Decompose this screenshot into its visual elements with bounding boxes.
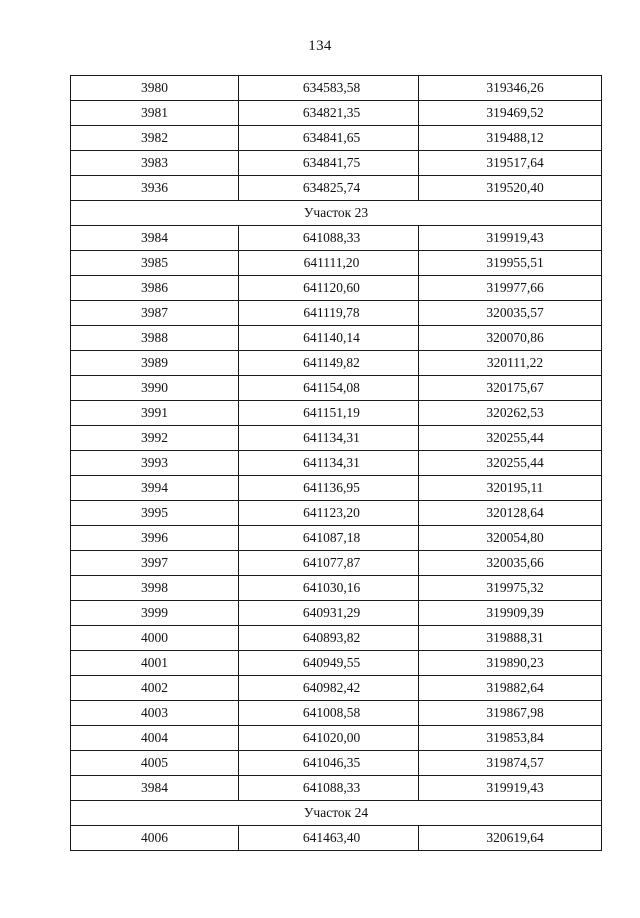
point-number-cell: 3993 (71, 451, 239, 476)
y-coordinate-cell: 320255,44 (419, 426, 602, 451)
y-coordinate-cell: 320262,53 (419, 401, 602, 426)
table-row (71, 826, 602, 851)
point-number-cell: 3985 (71, 251, 239, 276)
y-coordinate-cell: 320195,11 (419, 476, 602, 501)
y-coordinate-cell: 319975,32 (419, 576, 602, 601)
coordinates-table (70, 75, 602, 851)
point-number-cell: 3994 (71, 476, 239, 501)
y-coordinate-cell: 320175,67 (419, 376, 602, 401)
table-row (71, 526, 602, 551)
table-row (71, 776, 602, 801)
point-number-cell: 4002 (71, 676, 239, 701)
point-number-cell: 4006 (71, 826, 239, 851)
table-row (71, 626, 602, 651)
table-row (71, 551, 602, 576)
y-coordinate-cell: 319867,98 (419, 701, 602, 726)
y-coordinate-cell: 320619,64 (419, 826, 602, 851)
table-row (71, 251, 602, 276)
table-row (71, 176, 602, 201)
table-row (71, 226, 602, 251)
x-coordinate-cell: 641111,20 (239, 251, 419, 276)
table-row (71, 101, 602, 126)
table-row (71, 376, 602, 401)
x-coordinate-cell: 641046,35 (239, 751, 419, 776)
point-number-cell: 3997 (71, 551, 239, 576)
x-coordinate-cell: 641136,95 (239, 476, 419, 501)
y-coordinate-cell: 319955,51 (419, 251, 602, 276)
point-number-cell: 3996 (71, 526, 239, 551)
x-coordinate-cell: 641088,33 (239, 226, 419, 251)
x-coordinate-cell: 641123,20 (239, 501, 419, 526)
x-coordinate-cell: 641134,31 (239, 451, 419, 476)
x-coordinate-cell: 640893,82 (239, 626, 419, 651)
y-coordinate-cell: 319882,64 (419, 676, 602, 701)
y-coordinate-cell: 319520,40 (419, 176, 602, 201)
y-coordinate-cell: 319919,43 (419, 776, 602, 801)
table-row (71, 651, 602, 676)
y-coordinate-cell: 319488,12 (419, 126, 602, 151)
x-coordinate-cell: 641120,60 (239, 276, 419, 301)
table-row (71, 751, 602, 776)
point-number-cell: 3980 (71, 76, 239, 101)
x-coordinate-cell: 641151,19 (239, 401, 419, 426)
section-header-row (71, 201, 602, 226)
y-coordinate-cell: 319853,84 (419, 726, 602, 751)
x-coordinate-cell: 641463,40 (239, 826, 419, 851)
point-number-cell: 3999 (71, 601, 239, 626)
table-row (71, 276, 602, 301)
point-number-cell: 3983 (71, 151, 239, 176)
x-coordinate-cell: 641088,33 (239, 776, 419, 801)
point-number-cell: 4003 (71, 701, 239, 726)
table-row (71, 501, 602, 526)
section-header-row (71, 801, 602, 826)
x-coordinate-cell: 641134,31 (239, 426, 419, 451)
x-coordinate-cell: 641149,82 (239, 351, 419, 376)
x-coordinate-cell: 634841,75 (239, 151, 419, 176)
y-coordinate-cell: 320070,86 (419, 326, 602, 351)
table-row (71, 576, 602, 601)
y-coordinate-cell: 319346,26 (419, 76, 602, 101)
y-coordinate-cell: 320128,64 (419, 501, 602, 526)
point-number-cell: 3987 (71, 301, 239, 326)
page-number: 134 (308, 38, 332, 54)
point-number-cell: 3990 (71, 376, 239, 401)
x-coordinate-cell: 634825,74 (239, 176, 419, 201)
x-coordinate-cell: 640931,29 (239, 601, 419, 626)
table-row (71, 151, 602, 176)
x-coordinate-cell: 641140,14 (239, 326, 419, 351)
point-number-cell: 3995 (71, 501, 239, 526)
point-number-cell: 3998 (71, 576, 239, 601)
table-row (71, 351, 602, 376)
point-number-cell: 4001 (71, 651, 239, 676)
y-coordinate-cell: 319890,23 (419, 651, 602, 676)
x-coordinate-cell: 641008,58 (239, 701, 419, 726)
y-coordinate-cell: 320111,22 (419, 351, 602, 376)
point-number-cell: 3986 (71, 276, 239, 301)
y-coordinate-cell: 319874,57 (419, 751, 602, 776)
y-coordinate-cell: 320054,80 (419, 526, 602, 551)
table-row (71, 426, 602, 451)
y-coordinate-cell: 319977,66 (419, 276, 602, 301)
y-coordinate-cell: 319919,43 (419, 226, 602, 251)
x-coordinate-cell: 641020,00 (239, 726, 419, 751)
y-coordinate-cell: 320035,57 (419, 301, 602, 326)
x-coordinate-cell: 640949,55 (239, 651, 419, 676)
coordinates-table-body (71, 76, 602, 851)
table-row (71, 601, 602, 626)
y-coordinate-cell: 319888,31 (419, 626, 602, 651)
table-row (71, 326, 602, 351)
x-coordinate-cell: 634841,65 (239, 126, 419, 151)
point-number-cell: 3988 (71, 326, 239, 351)
section-label: Участок 23 (71, 201, 602, 226)
point-number-cell: 4005 (71, 751, 239, 776)
x-coordinate-cell: 634583,58 (239, 76, 419, 101)
y-coordinate-cell: 320255,44 (419, 451, 602, 476)
table-row (71, 126, 602, 151)
x-coordinate-cell: 641077,87 (239, 551, 419, 576)
x-coordinate-cell: 641119,78 (239, 301, 419, 326)
x-coordinate-cell: 641087,18 (239, 526, 419, 551)
point-number-cell: 3984 (71, 776, 239, 801)
table-row (71, 476, 602, 501)
section-label: Участок 24 (71, 801, 602, 826)
y-coordinate-cell: 320035,66 (419, 551, 602, 576)
table-row (71, 401, 602, 426)
y-coordinate-cell: 319909,39 (419, 601, 602, 626)
table-row (71, 726, 602, 751)
x-coordinate-cell: 641030,16 (239, 576, 419, 601)
x-coordinate-cell: 640982,42 (239, 676, 419, 701)
point-number-cell: 4004 (71, 726, 239, 751)
x-coordinate-cell: 641154,08 (239, 376, 419, 401)
y-coordinate-cell: 319469,52 (419, 101, 602, 126)
table-row (71, 301, 602, 326)
point-number-cell: 3989 (71, 351, 239, 376)
point-number-cell: 3936 (71, 176, 239, 201)
point-number-cell: 3982 (71, 126, 239, 151)
table-row (71, 701, 602, 726)
y-coordinate-cell: 319517,64 (419, 151, 602, 176)
point-number-cell: 3992 (71, 426, 239, 451)
table-row (71, 676, 602, 701)
table-row (71, 76, 602, 101)
point-number-cell: 4000 (71, 626, 239, 651)
point-number-cell: 3984 (71, 226, 239, 251)
x-coordinate-cell: 634821,35 (239, 101, 419, 126)
point-number-cell: 3991 (71, 401, 239, 426)
table-row (71, 451, 602, 476)
point-number-cell: 3981 (71, 101, 239, 126)
